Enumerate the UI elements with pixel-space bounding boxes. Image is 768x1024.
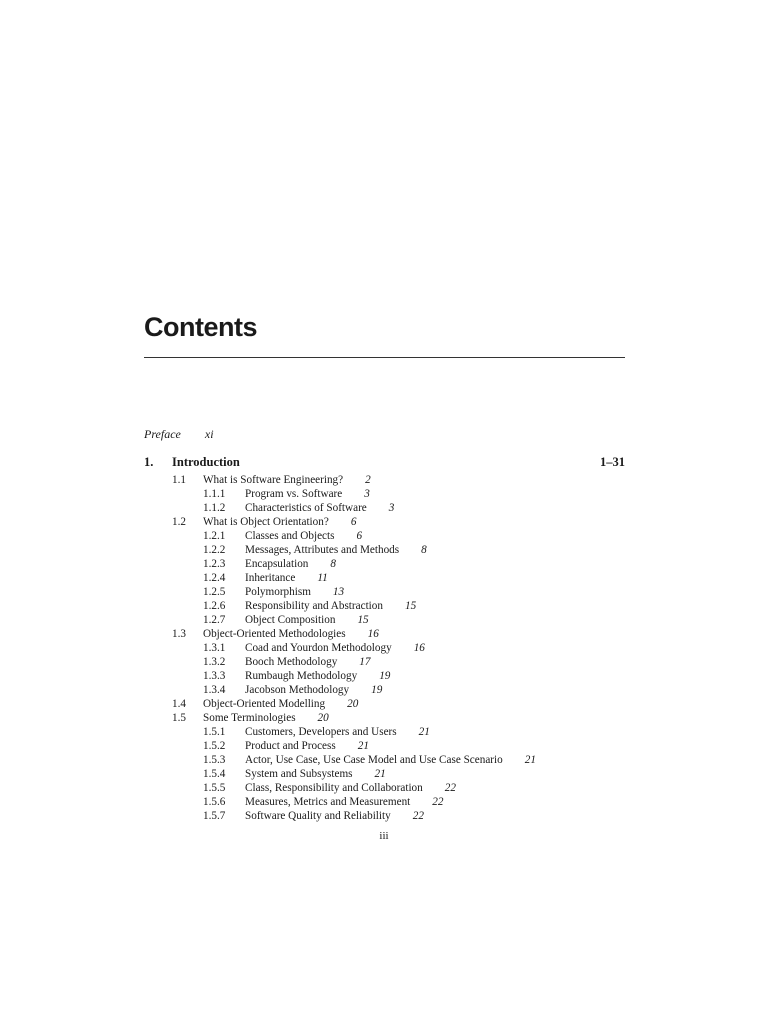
- toc-entry-title: What is Software Engineering?: [203, 474, 344, 486]
- toc-entry-1-2-4[interactable]: [0, 571, 768, 585]
- toc-entry-1-2[interactable]: [0, 515, 768, 529]
- toc-entry-title: Customers, Developers and Users: [245, 726, 397, 738]
- toc-entry-title: Rumbaugh Methodology: [245, 670, 358, 682]
- toc-entry-page: 21: [374, 768, 386, 780]
- toc-entry-text-group: [245, 753, 536, 767]
- chapter-number: 1.: [144, 455, 154, 469]
- toc-entry-1-5-3[interactable]: [0, 753, 768, 767]
- toc-entry-number: 1.5.6: [203, 796, 226, 808]
- toc-entry-text-group: [245, 781, 456, 795]
- toc-entry-number: 1.5: [172, 712, 186, 724]
- toc-entry-text-group: [245, 809, 424, 823]
- toc-entry-1-5[interactable]: [0, 711, 768, 725]
- toc-entry-title: Jacobson Methodology: [245, 684, 350, 696]
- toc-entry-text-group: [245, 501, 394, 515]
- toc-entry-text-group: [203, 627, 379, 641]
- toc-entry-page: 3: [364, 488, 370, 500]
- toc-entry-1-1[interactable]: [0, 473, 768, 487]
- toc-entry-number: 1.1: [172, 474, 186, 486]
- toc-entry-title: Classes and Objects: [245, 530, 335, 542]
- toc-entry-1-3-2[interactable]: [0, 655, 768, 669]
- toc-entry-title: Program vs. Software: [245, 488, 343, 500]
- toc-entry-number: 1.5.2: [203, 740, 226, 752]
- toc-entry-page: 3: [388, 502, 395, 514]
- toc-entry-title: What is Object Orientation?: [203, 516, 329, 528]
- toc-entry-page: 6: [356, 530, 363, 542]
- toc-entry-number: 1.3.4: [203, 684, 226, 696]
- toc-entry-1-2-1[interactable]: [0, 529, 768, 543]
- toc-entry-1-5-6[interactable]: [0, 795, 768, 809]
- toc-entry-number: 1.2: [172, 516, 186, 528]
- toc-entry-page: 21: [357, 740, 369, 752]
- toc-entry-page: 21: [418, 726, 430, 738]
- toc-entry-1-3-3[interactable]: [0, 669, 768, 683]
- toc-entry-text-group: [245, 585, 344, 599]
- toc-entry-page: 20: [347, 698, 359, 710]
- preface-page: xi: [204, 427, 214, 441]
- chapter-page-range: 1–31: [600, 455, 625, 469]
- toc-entry-text-group: [245, 599, 416, 613]
- toc-entry-page: 19: [371, 684, 383, 696]
- toc-entry-title: Measures, Metrics and Measurement: [245, 796, 411, 808]
- toc-entry-title: System and Subsystems: [245, 768, 353, 780]
- toc-entry-1-2-3[interactable]: [0, 557, 768, 571]
- toc-entry-number: 1.5.1: [203, 726, 226, 738]
- toc-entry-1-5-5[interactable]: [0, 781, 768, 795]
- toc-entry-number: 1.1.2: [203, 502, 226, 514]
- toc-entry-title: Class, Responsibility and Collaboration: [245, 782, 423, 794]
- toc-entry-text-group: [245, 669, 390, 683]
- preface-entry[interactable]: [144, 426, 214, 442]
- toc-entry-number: 1.2.2: [203, 544, 226, 556]
- toc-entry-page: 16: [367, 628, 379, 640]
- toc-entry-title: Actor, Use Case, Use Case Model and Use Case Scenario: [245, 754, 503, 766]
- toc-entry-number: 1.2.7: [203, 614, 226, 626]
- toc-entry-1-3-4[interactable]: [0, 683, 768, 697]
- toc-entry-page: 22: [432, 796, 444, 808]
- toc-entry-number: 1.5.5: [203, 782, 226, 794]
- toc-entry-title: Software Quality and Reliability: [245, 810, 391, 822]
- toc-entry-title: Some Terminologies: [203, 712, 296, 724]
- toc-entry-text-group: [245, 487, 370, 501]
- toc-entry-title: Polymorphism: [245, 586, 311, 598]
- toc-entry-title: Object Composition: [245, 614, 336, 626]
- page-folio: iii: [379, 830, 389, 842]
- toc-entry-text-group: [245, 795, 443, 809]
- toc-entry-page: 22: [412, 810, 424, 822]
- toc-entry-number: 1.3: [172, 628, 186, 640]
- toc-entry-text-group: [245, 529, 362, 543]
- toc-entry-text-group: [203, 697, 358, 711]
- toc-entry-text-group: [245, 655, 370, 669]
- toc-entry-1-5-2[interactable]: [0, 739, 768, 753]
- toc-entry-1-2-6[interactable]: [0, 599, 768, 613]
- toc-entry-number: 1.4: [172, 698, 186, 710]
- toc-entry-text-group: [203, 515, 356, 529]
- toc-entry-number: 1.1.1: [203, 488, 226, 500]
- toc-entry-title: Object-Oriented Methodologies: [203, 628, 346, 640]
- toc-entry-page: 6: [350, 516, 357, 528]
- toc-entry-title: Messages, Attributes and Methods: [245, 544, 400, 556]
- toc-entry-page: 13: [332, 586, 345, 598]
- toc-entry-page: 15: [357, 614, 369, 626]
- toc-entry-text-group: [245, 767, 386, 781]
- toc-entry-1-4[interactable]: [0, 697, 768, 711]
- toc-entry-1-1-1[interactable]: [0, 487, 768, 501]
- toc-entry-1-5-4[interactable]: [0, 767, 768, 781]
- toc-entry-number: 1.2.1: [203, 530, 226, 542]
- toc-entry-1-5-1[interactable]: [0, 725, 768, 739]
- toc-entry-page: 15: [404, 600, 417, 612]
- toc-entry-page: 21: [524, 754, 536, 766]
- toc-entry-number: 1.2.4: [203, 572, 226, 584]
- toc-entry-title: Responsibility and Abstraction: [245, 600, 383, 612]
- toc-entry-page: 16: [413, 642, 425, 654]
- toc-entry-number: 1.2.5: [203, 586, 226, 598]
- toc-entry-1-3[interactable]: [0, 627, 768, 641]
- toc-entry-1-3-1[interactable]: [0, 641, 768, 655]
- page-title: Contents: [144, 312, 257, 342]
- toc-entry-number: 1.3.2: [203, 656, 226, 668]
- toc-entry-title: Product and Process: [245, 740, 336, 752]
- toc-entry-text-group: [245, 725, 430, 739]
- toc-entry-1-2-5[interactable]: [0, 585, 768, 599]
- toc-entry-number: 1.5.3: [203, 754, 226, 766]
- toc-entry-number: 1.3.1: [203, 642, 226, 654]
- toc-entry-page: 2: [365, 474, 371, 486]
- toc-entry-text-group: [203, 711, 329, 725]
- toc-entry-text-group: [245, 571, 328, 585]
- toc-entry-number: 1.5.4: [203, 768, 226, 780]
- toc-entry-title: Coad and Yourdon Methodology: [245, 642, 392, 654]
- toc-entry-number: 1.5.7: [203, 810, 226, 822]
- toc-entry-title: Encapsulation: [245, 558, 309, 570]
- toc-entry-1-1-2[interactable]: [0, 501, 768, 515]
- toc-entry-title: Characteristics of Software: [245, 502, 367, 514]
- toc-entry-1-5-7[interactable]: [0, 809, 768, 823]
- toc-entry-text-group: [245, 543, 427, 557]
- toc-entry-page: 20: [317, 712, 329, 724]
- toc-entry-text-group: [245, 683, 382, 697]
- toc-entry-text-group: [245, 739, 369, 753]
- chapter-title: Introduction: [172, 455, 240, 469]
- toc-entry-1-2-2[interactable]: [0, 543, 768, 557]
- toc-entry-text-group: [245, 641, 425, 655]
- toc-entry-1-2-7[interactable]: [0, 613, 768, 627]
- toc-entry-page: 8: [330, 558, 336, 570]
- toc-entry-page: 19: [379, 670, 391, 682]
- toc-entry-number: 1.2.6: [203, 600, 226, 612]
- toc-entry-text-group: [245, 557, 336, 571]
- toc-entry-page: 11: [317, 572, 328, 584]
- toc-entry-page: 22: [444, 782, 456, 794]
- toc-entry-text-group: [245, 613, 369, 627]
- toc-entry-title: Object-Oriented Modelling: [203, 698, 326, 710]
- preface-label: Preface: [144, 427, 181, 441]
- toc-entry-number: 1.2.3: [203, 558, 226, 570]
- toc-entry-page: 17: [359, 656, 371, 668]
- toc-entry-title: Booch Methodology: [245, 656, 338, 668]
- toc-entry-list: [0, 473, 768, 823]
- title-rule: [144, 357, 625, 358]
- toc-entry-number: 1.3.3: [203, 670, 226, 682]
- toc-entry-title: Inheritance: [245, 572, 296, 584]
- toc-entry-text-group: [203, 473, 371, 487]
- toc-entry-page: 8: [421, 544, 427, 556]
